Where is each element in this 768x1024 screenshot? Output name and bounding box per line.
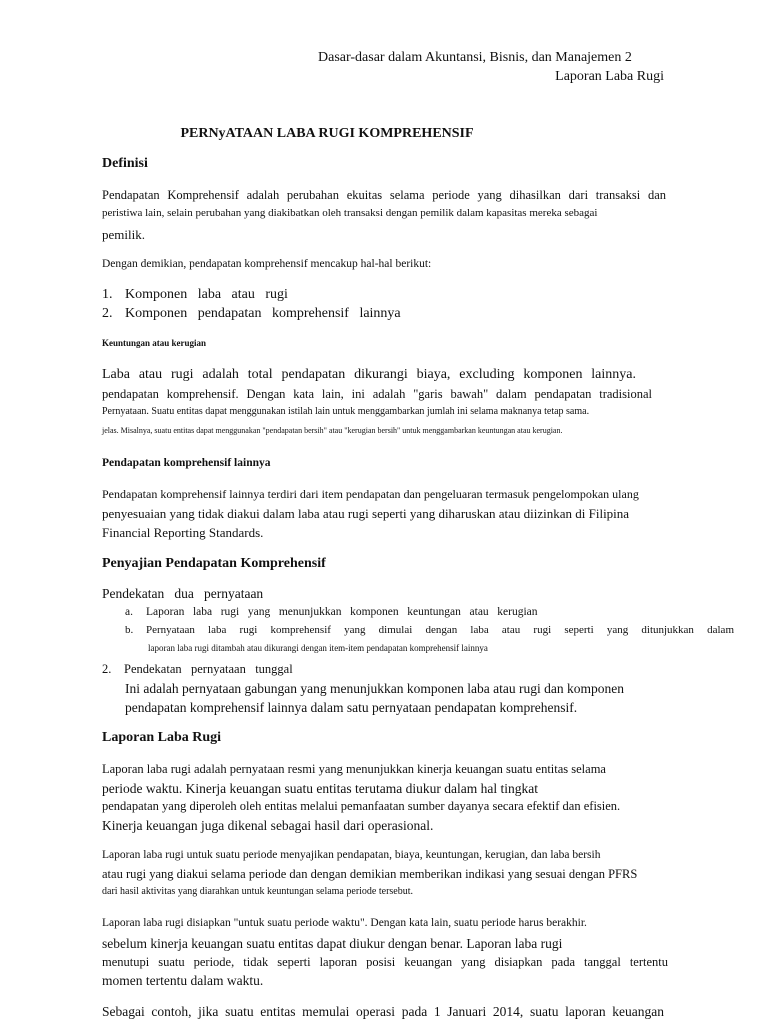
definisi-intro: Dengan demikian, pendapatan komprehensif mencakup hal-hal berikut: (102, 258, 432, 270)
laporan-p3-line-1: Laporan laba rugi disiapkan "untuk suatu periode waktu". Dengan kata lain, suatu periode harus berakhir. (102, 917, 587, 929)
header-book-title: Dasar-dasar dalam Akuntansi, Bisnis, dan Manajemen 2 (318, 50, 632, 65)
heading-definisi: Definisi (102, 156, 148, 171)
list-item-2: Komponen pendapatan komprehensif lainnya (125, 306, 401, 321)
laporan-p1-line-4: Kinerja keuangan juga dikenal sebagai hasil dari operasional. (102, 818, 434, 833)
approach-two-statement: Pendekatan dua pernyataan (102, 586, 264, 601)
pkl-line-3: Financial Reporting Standards. (102, 525, 264, 540)
single-desc-line-2: pendapatan komprehensif lainnya dalam satu pernyataan pendapatan komprehensif. (125, 700, 578, 715)
sub-item-b-cont: laporan laba rugi ditambah atau dikurangi dengan item-item pendapatan komprehensif lainnya (148, 643, 488, 653)
keuntungan-line-2: pendapatan komprehensif. Dengan kata lain, ini adalah "garis bawah" dalam pendapatan tradisional (102, 387, 652, 401)
definisi-line-2: peristiwa lain, selain perubahan yang diakibatkan oleh transaksi dengan pemilik dalam kapasitas mereka sebagai (102, 207, 598, 219)
list-number-approach-2: 2. (102, 662, 112, 676)
laporan-p1-line-1: Laporan laba rugi adalah pernyataan resmi yang menunjukkan kinerja keuangan suatu entitas selama (102, 762, 606, 776)
keuntungan-line-4: jelas. Misalnya, suatu entitas dapat menggunakan "pendapatan bersih" atau "kerugian bersih" untuk menggambarkan keuntungan atau kerugian. (102, 426, 563, 435)
heading-keuntungan: Keuntungan atau kerugian (102, 338, 207, 348)
keuntungan-line-1: Laba atau rugi adalah total pendapatan dikurangi biaya, excluding komponen lainnya. (102, 367, 636, 382)
laporan-p2-line-1: Laporan laba rugi untuk suatu periode menyajikan pendapatan, biaya, keuntungan, kerugian, dan laba bersih (102, 849, 601, 861)
laporan-p3-line-4: momen tertentu dalam waktu. (102, 973, 264, 988)
sub-item-a-label: a. (125, 606, 133, 618)
definisi-line-3: pemilik. (102, 227, 145, 242)
list-number-1: 1. (102, 287, 113, 302)
pkl-line-1: Pendapatan komprehensif lainnya terdiri dari item pendapatan dan pengeluaran termasuk pengelompokan ulang (102, 487, 639, 501)
list-number-2: 2. (102, 306, 113, 321)
laporan-p1-line-2: periode waktu. Kinerja keuangan suatu entitas terutama diukur dalam hal tingkat (102, 781, 538, 796)
pkl-line-2: penyesuaian yang tidak diakui dalam laba atau rugi seperti yang diharuskan atau diizinkan di Filipina (102, 506, 630, 521)
keuntungan-line-3: Pernyataan. Suatu entitas dapat menggunakan istilah lain untuk menggambarkan jumlah ini selama maknanya tetap sama. (102, 406, 590, 417)
header-chapter: Laporan Laba Rugi (555, 69, 664, 84)
single-desc-line-1: Ini adalah pernyataan gabungan yang menunjukkan komponen laba atau rugi dan komponen (125, 681, 624, 696)
laporan-p2-line-3: dari hasil aktivitas yang diarahkan untuk keuntungan selama periode tersebut. (102, 886, 414, 897)
sub-item-b-label: b. (125, 624, 134, 636)
laporan-p4-line-1: Sebagai contoh, jika suatu entitas memulai operasi pada 1 Januari 2014, suatu laporan keuangan (102, 1004, 664, 1019)
laporan-p1-line-3: pendapatan yang diperoleh oleh entitas melalui pemanfaatan sumber dayanya secara efektif dan efisien. (102, 799, 621, 813)
sub-item-a: Laporan laba rugi yang menunjukkan komponen keuntungan atau kerugian (146, 606, 538, 618)
heading-pkl: Pendapatan komprehensif lainnya (102, 457, 271, 469)
laporan-p3-line-3: menutupi suatu periode, tidak seperti laporan posisi keuangan yang disiapkan pada tanggal tertentu (102, 955, 668, 969)
heading-penyajian: Penyajian Pendapatan Komprehensif (102, 556, 326, 571)
laporan-p2-line-2: atau rugi yang diakui selama periode dan dengan demikian memberikan indikasi yang sesuai dengan PFRS (102, 867, 638, 881)
list-item-1: Komponen laba atau rugi (125, 287, 288, 302)
approach-single-statement: Pendekatan pernyataan tunggal (124, 662, 293, 676)
definisi-line-1: Pendapatan Komprehensif adalah perubahan ekuitas selama periode yang dihasilkan dari transaksi dan (102, 188, 666, 202)
page-title: PERNyATAAN LABA RUGI KOMPREHENSIF (180, 126, 474, 141)
laporan-p3-line-2: sebelum kinerja keuangan suatu entitas dapat diukur dengan benar. Laporan laba rugi (102, 936, 563, 951)
sub-item-b: Pernyataan laba rugi komprehensif yang dimulai dengan laba atau rugi seperti yang ditunjukkan dalam (146, 624, 734, 636)
heading-laporan: Laporan Laba Rugi (102, 730, 222, 745)
